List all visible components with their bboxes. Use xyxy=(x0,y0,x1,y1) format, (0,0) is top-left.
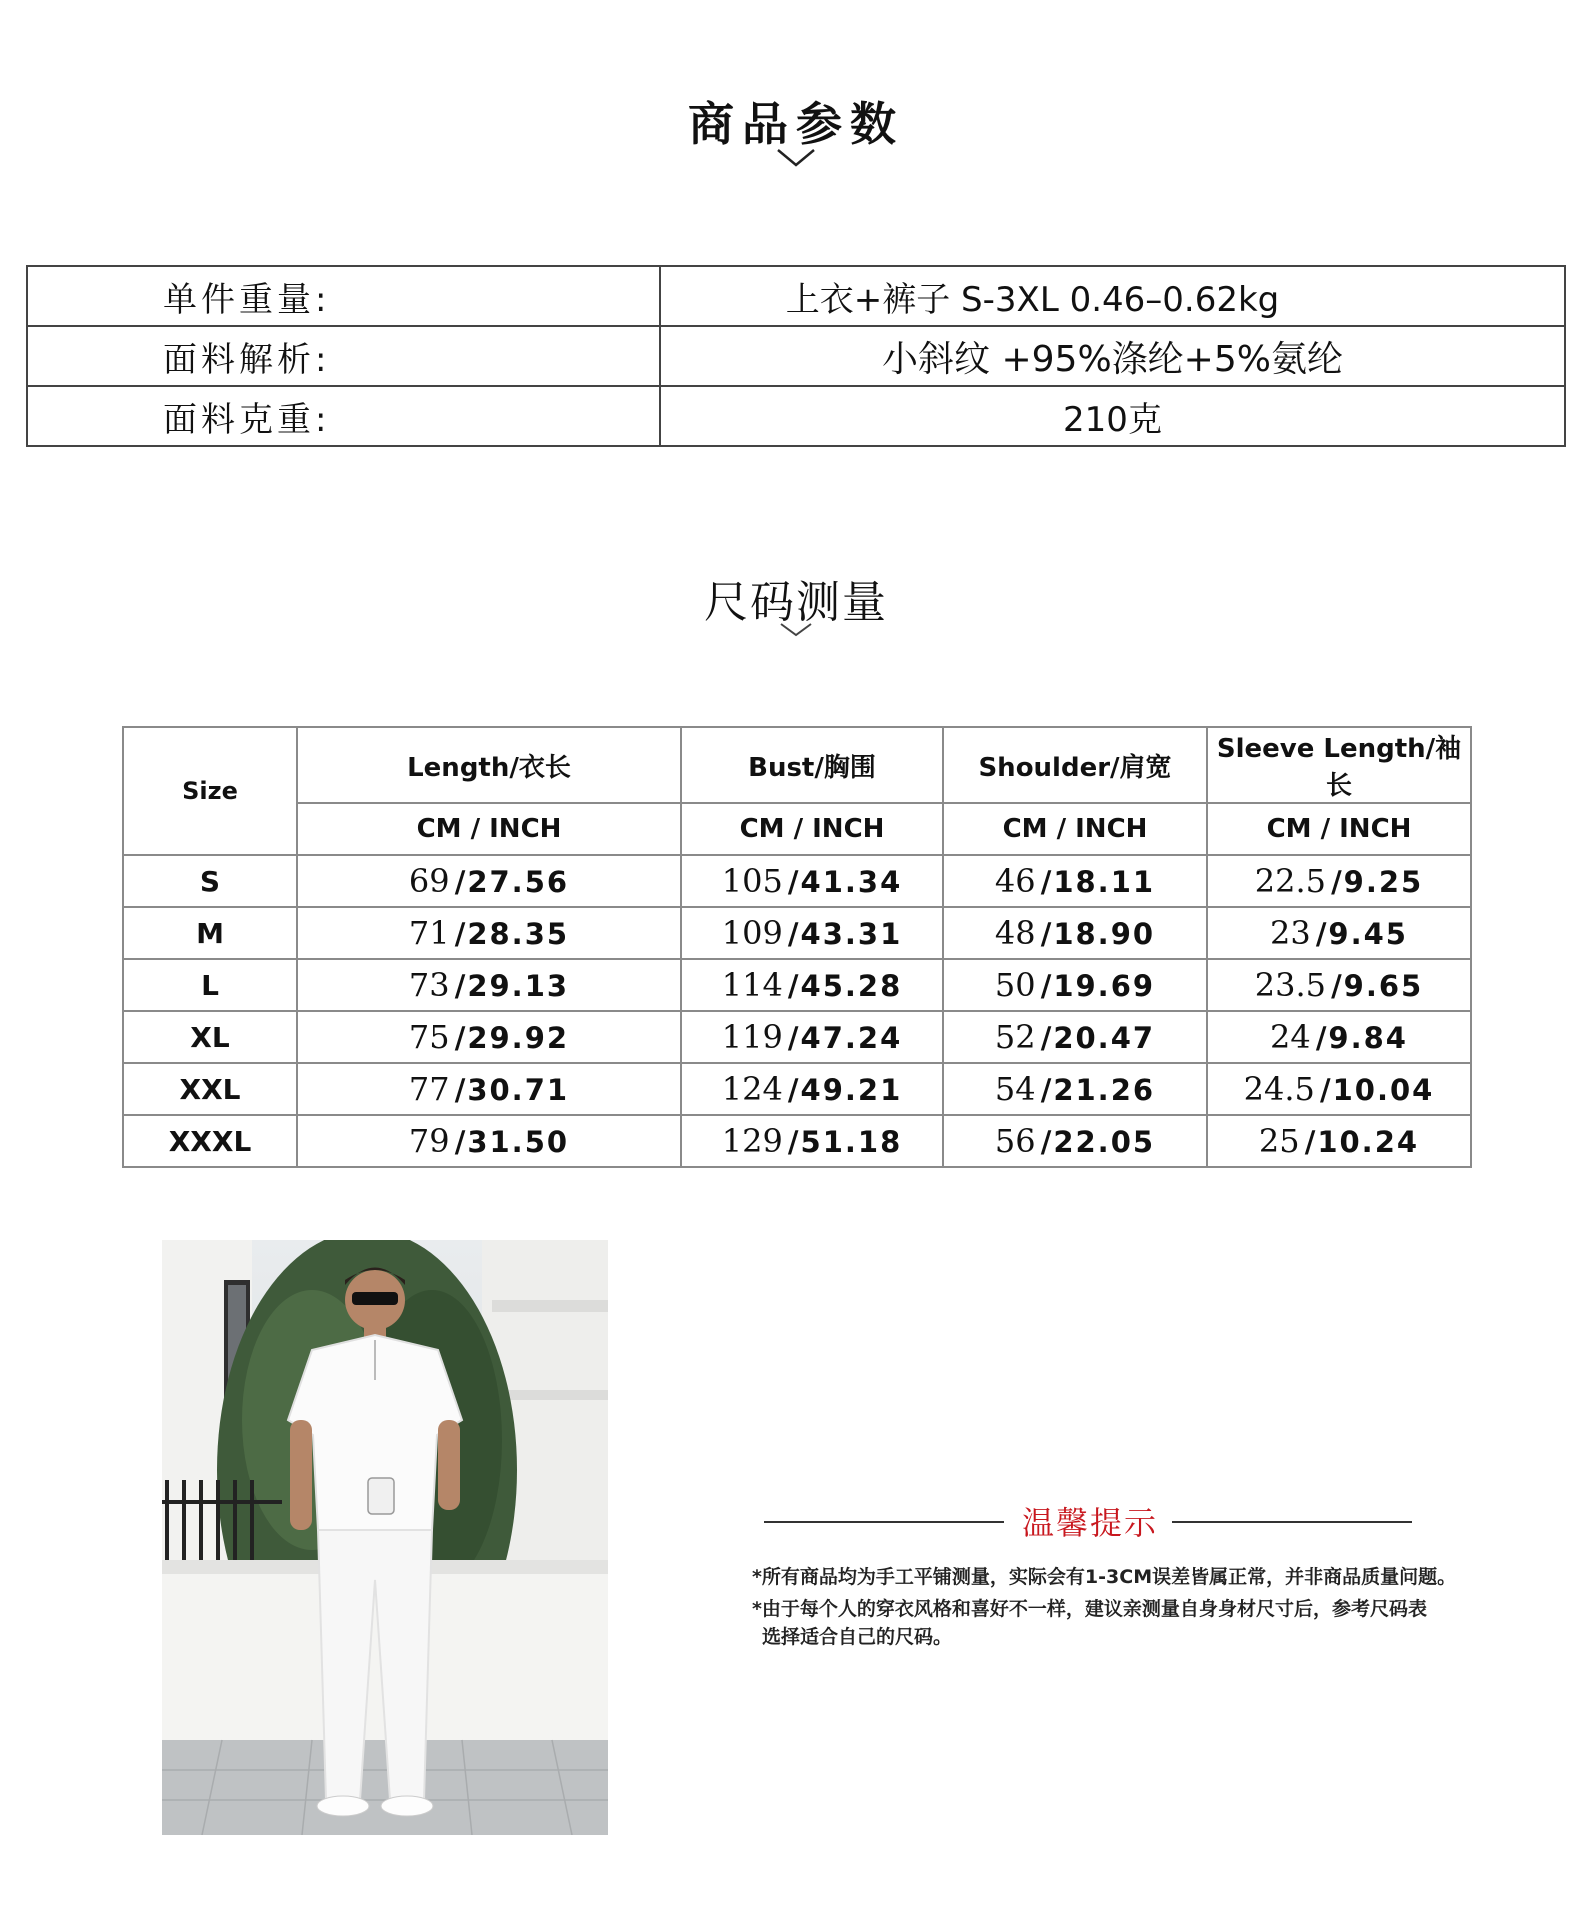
size-title: 尺码测量 xyxy=(704,577,888,628)
size-row xyxy=(123,907,1471,959)
inch-value: /9.45 xyxy=(1315,917,1408,951)
measurement-cell xyxy=(297,1063,681,1115)
inch-value: /45.28 xyxy=(787,969,903,1003)
unit-header-row xyxy=(123,803,1471,855)
measurement-cell xyxy=(681,959,943,1011)
column-header: Shoulder/肩宽 xyxy=(943,727,1207,803)
cm-value: 114 xyxy=(721,966,783,1004)
measurement-cell xyxy=(943,959,1207,1011)
unit-header: CM / INCH xyxy=(1207,803,1471,855)
inch-value: /10.04 xyxy=(1320,1073,1435,1107)
cm-value: 105 xyxy=(721,862,783,900)
column-header: Length/衣长 xyxy=(297,727,681,803)
param-value: 小斜纹 +95%涤纶+5%氨纶 xyxy=(660,326,1565,386)
param-value: 210克 xyxy=(660,386,1565,446)
inch-value: /51.18 xyxy=(787,1125,903,1159)
notice-title: 温馨提示 xyxy=(1021,1504,1158,1542)
param-row xyxy=(27,386,1565,446)
unit-header: CM / INCH xyxy=(681,803,943,855)
measurement-cell xyxy=(681,907,943,959)
inch-value: /19.69 xyxy=(1040,969,1156,1003)
unit-header: CM / INCH xyxy=(943,803,1207,855)
inch-value: /18.11 xyxy=(1040,865,1156,899)
size-label: S xyxy=(123,855,297,907)
cm-value: 25 xyxy=(1258,1122,1300,1160)
size-row xyxy=(123,1011,1471,1063)
measurement-cell xyxy=(1207,1063,1471,1115)
param-label: 面料克重: xyxy=(27,386,660,446)
measurement-cell xyxy=(1207,1115,1471,1167)
measurement-cell xyxy=(297,1115,681,1167)
size-row xyxy=(123,1063,1471,1115)
product-params-table xyxy=(26,265,1566,447)
inch-value: /21.26 xyxy=(1040,1073,1156,1107)
measurement-cell xyxy=(1207,855,1471,907)
notice-divider-right xyxy=(1172,1521,1412,1523)
size-label: XXL xyxy=(123,1063,297,1115)
measurement-cell xyxy=(1207,959,1471,1011)
chevron-down-icon xyxy=(776,148,816,168)
product-photo xyxy=(162,1240,608,1835)
cm-value: 124 xyxy=(721,1070,783,1108)
cm-value: 52 xyxy=(994,1018,1036,1056)
cm-value: 69 xyxy=(408,862,450,900)
measurement-cell xyxy=(943,1115,1207,1167)
cm-value: 48 xyxy=(994,914,1036,952)
cm-value: 24.5 xyxy=(1243,1070,1315,1108)
size-row xyxy=(123,855,1471,907)
cm-value: 24 xyxy=(1270,1018,1311,1056)
param-label: 单件重量: xyxy=(27,266,660,326)
params-title: 商品参数 xyxy=(688,97,904,151)
size-label: XXXL xyxy=(123,1115,297,1167)
cm-value: 77 xyxy=(408,1070,450,1108)
size-label: L xyxy=(123,959,297,1011)
measurement-cell xyxy=(297,855,681,907)
cm-value: 71 xyxy=(408,914,450,952)
cm-value: 54 xyxy=(994,1070,1036,1108)
cm-value: 73 xyxy=(408,966,450,1004)
measurement-cell xyxy=(1207,1011,1471,1063)
param-value: 上衣+裤子 S-3XL 0.46–0.62kg xyxy=(660,266,1565,326)
inch-value: /43.31 xyxy=(787,917,903,951)
inch-value: /28.35 xyxy=(454,917,570,951)
cm-value: 23.5 xyxy=(1254,966,1326,1004)
param-row xyxy=(27,326,1565,386)
inch-value: /29.13 xyxy=(454,969,570,1003)
inch-value: /49.21 xyxy=(787,1073,903,1107)
cm-value: 56 xyxy=(994,1122,1036,1160)
cm-value: 22.5 xyxy=(1254,862,1326,900)
inch-value: /9.84 xyxy=(1315,1021,1408,1055)
notice-divider-left xyxy=(764,1521,1004,1523)
inch-value: /22.05 xyxy=(1040,1125,1156,1159)
measurement-cell xyxy=(943,855,1207,907)
size-header-row xyxy=(123,727,1471,803)
notice-line-3: 选择适合自己的尺码。 xyxy=(762,1626,953,1648)
inch-value: /30.71 xyxy=(454,1073,570,1107)
measurement-cell xyxy=(297,1011,681,1063)
inch-value: /18.90 xyxy=(1040,917,1156,951)
inch-value: /20.47 xyxy=(1040,1021,1156,1055)
measurement-cell xyxy=(297,959,681,1011)
size-row xyxy=(123,959,1471,1011)
unit-header: CM / INCH xyxy=(297,803,681,855)
measurement-cell xyxy=(681,855,943,907)
inch-value: /27.56 xyxy=(454,865,570,899)
cm-value: 109 xyxy=(721,914,783,952)
size-chart-table xyxy=(122,726,1472,1168)
cm-value: 50 xyxy=(994,966,1036,1004)
param-row xyxy=(27,266,1565,326)
measurement-cell xyxy=(681,1011,943,1063)
measurement-cell xyxy=(1207,907,1471,959)
inch-value: /31.50 xyxy=(454,1125,570,1159)
inch-value: /47.24 xyxy=(787,1021,903,1055)
inch-value: /9.65 xyxy=(1331,969,1424,1003)
inch-value: /9.25 xyxy=(1331,865,1424,899)
notice-line-1: *所有商品均为手工平铺测量，实际会有1-3CM误差皆属正常，并非商品质量问题。 xyxy=(752,1566,1457,1588)
chevron-down-icon xyxy=(779,622,813,638)
measurement-cell xyxy=(681,1115,943,1167)
measurement-cell xyxy=(297,907,681,959)
size-label: XL xyxy=(123,1011,297,1063)
cm-value: 46 xyxy=(994,862,1036,900)
column-header: Sleeve Length/袖长 xyxy=(1207,727,1471,803)
size-row xyxy=(123,1115,1471,1167)
measurement-cell xyxy=(943,907,1207,959)
notice-line-2: *由于每个人的穿衣风格和喜好不一样，建议亲测量自身身材尺寸后，参考尺码表 xyxy=(752,1598,1427,1620)
model-photo-illustration xyxy=(162,1240,608,1835)
measurement-cell xyxy=(681,1063,943,1115)
size-header: Size xyxy=(123,727,297,855)
cm-value: 129 xyxy=(721,1122,783,1160)
size-label: M xyxy=(123,907,297,959)
cm-value: 119 xyxy=(721,1018,783,1056)
cm-value: 79 xyxy=(408,1122,450,1160)
param-label: 面料解析: xyxy=(27,326,660,386)
inch-value: /10.24 xyxy=(1304,1125,1420,1159)
measurement-cell xyxy=(943,1063,1207,1115)
column-header: Bust/胸围 xyxy=(681,727,943,803)
inch-value: /41.34 xyxy=(787,865,903,899)
measurement-cell xyxy=(943,1011,1207,1063)
inch-value: /29.92 xyxy=(454,1021,570,1055)
cm-value: 23 xyxy=(1270,914,1311,952)
cm-value: 75 xyxy=(408,1018,450,1056)
